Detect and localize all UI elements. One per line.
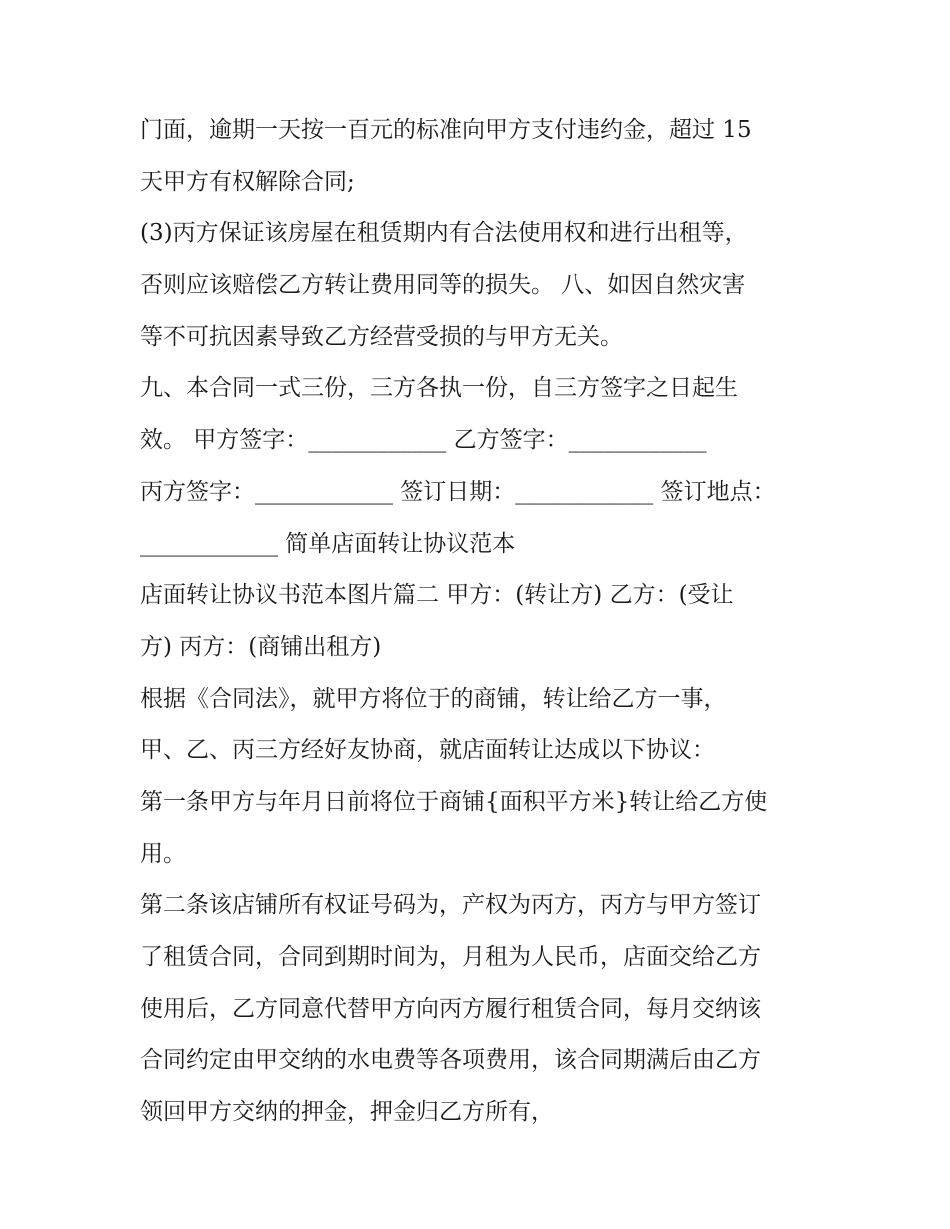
text-line: 天甲方有权解除合同; [140, 168, 355, 195]
text-line: 甲、乙、丙三方经好友协商，就店面转让达成以下协议： [140, 737, 715, 764]
text-line: 第二条该店铺所有权证号码为，产权为丙方，丙方与甲方签订 [140, 892, 761, 919]
text-line: 店面转让协议书范本图片篇二 甲方：(转让方) 乙方：(受让 [140, 582, 734, 609]
text-line: 等不可抗因素导致乙方经营受损的与甲方无关。 [140, 323, 623, 350]
document-title-line: ____________ 简单店面转让协议范本 [140, 530, 516, 557]
text-line: 了租赁合同，合同到期时间为，月租为人民币，店面交给乙方 [140, 944, 761, 970]
text-line: 九、本合同一式三份，三方各执一份，自三方签字之日起生 [140, 375, 738, 402]
signature-line: 效。 甲方签字：____________ 乙方签字：____________ [140, 427, 707, 454]
text-line: 门面，逾期一天按一百元的标准向甲方支付违约金，超过 15 [140, 117, 752, 143]
text-line: 否则应该赔偿乙方转让费用同等的损失。 八、如因自然灾害 [140, 272, 746, 299]
text-line: 根据《合同法》，就甲方将位于的商铺，转让给乙方一事， [140, 685, 727, 712]
text-line: 领回甲方交纳的押金，押金归乙方所有， [140, 1099, 554, 1126]
text-line: 使用后，乙方同意代替甲方向丙方履行租赁合同，每月交纳该 [140, 995, 761, 1022]
text-line: 第一条甲方与年月日前将位于商铺{面积平方米}转让给乙方使 [140, 788, 768, 815]
text-line: 方) 丙方：(商铺出租方) [140, 633, 382, 660]
signature-line: 丙方签字：____________ 签订日期：____________ 签订地点： [140, 478, 776, 505]
document-body [140, 105, 820, 1139]
text-line: 用。 [140, 840, 186, 867]
text-line: (3)丙方保证该房屋在租赁期内有合法使用权和进行出租等， [140, 220, 748, 247]
text-line: 合同约定由甲交纳的水电费等各项费用，该合同期满后由乙方 [140, 1047, 761, 1074]
